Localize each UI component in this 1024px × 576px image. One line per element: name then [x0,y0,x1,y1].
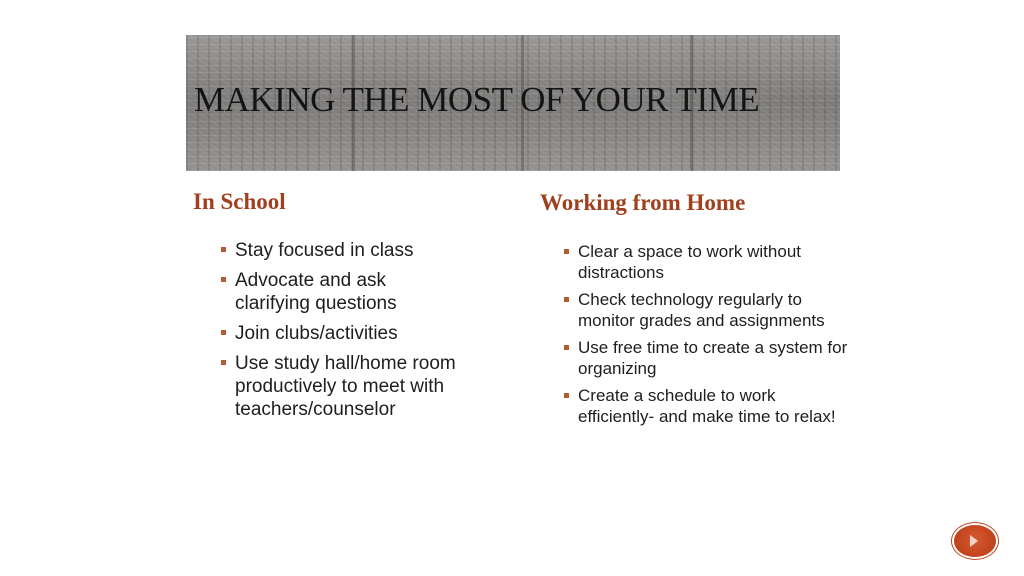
next-slide-icon [970,535,978,547]
list-item-text: Check technology regularly to monitor grades and assignments [578,290,825,330]
square-bullet-icon [221,360,226,365]
square-bullet-icon [221,247,226,252]
list-item [235,352,465,421]
list-item-text: Stay focused in class [235,240,414,261]
square-bullet-icon [564,345,569,350]
next-slide-button[interactable] [954,525,996,557]
title-banner [186,35,840,171]
list-item-text: Create a schedule to work efficiently- and make time to relax! [578,386,836,426]
square-bullet-icon [221,277,226,282]
list-item-text: Join clubs/activities [235,323,398,344]
list-item [578,290,848,331]
square-bullet-icon [221,330,226,335]
list-item [235,322,465,345]
square-bullet-icon [564,297,569,302]
list-item [578,242,848,283]
square-bullet-icon [564,393,569,398]
slide-title: MAKING THE MOST OF YOUR TIME [194,80,760,119]
list-item-text: Advocate and ask clarifying questions [235,270,397,314]
list-item [235,269,465,315]
list-item [578,338,848,379]
list-item [235,239,465,262]
list-item-text: Use study hall/home room productively to meet with teachers/counselor [235,353,456,420]
list-item-text: Clear a space to work without distractions [578,242,801,282]
list-item-text: Use free time to create a system for organizing [578,338,848,378]
in-school-list [235,239,465,428]
in-school-heading: In School [193,189,286,214]
working-from-home-list [578,242,848,434]
square-bullet-icon [564,249,569,254]
list-item [578,386,848,427]
working-from-home-heading: Working from Home [540,190,746,215]
